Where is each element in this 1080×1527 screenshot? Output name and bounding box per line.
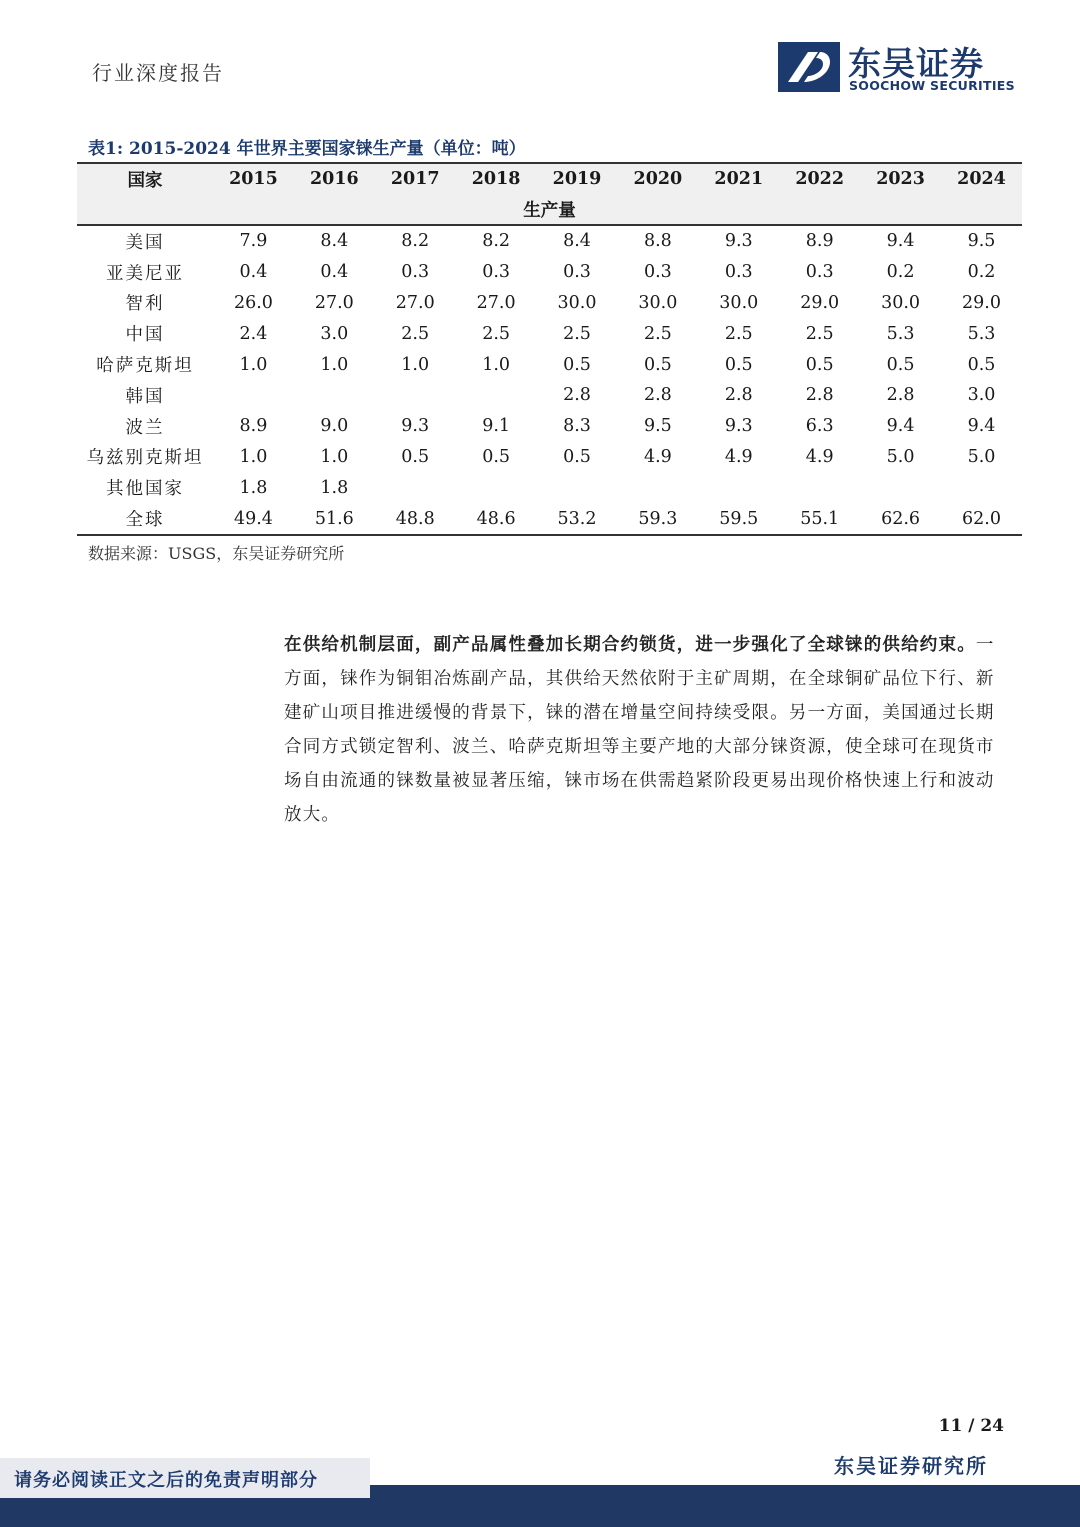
value-cell: 2.8 (805, 385, 834, 406)
value-cell: 9.0 (320, 416, 349, 437)
paragraph-text: 一方面，铼作为铜钼冶炼副产品，其供给天然依附于主矿周期，在全球铜矿品位下行、新建矿山项目推进缓慢的背景下，铼的潜在增量空间持续受限。另一方面，美国通过长期合同方式锁定智利、波兰、哈萨克斯坦等主要产地的大部分铼资源，使全球可在现货市场自由流通的铼数量被显著压缩，铼市场在供需趋紧阶段更易出现价格快速上行和波动放大。 (284, 635, 995, 825)
value-cell: 55.1 (779, 503, 860, 535)
table-unit-row (77, 194, 1022, 225)
country-cell: 美国 (125, 232, 165, 253)
report-type-label: 行业深度报告 (92, 61, 224, 85)
value-cell: 26.0 (233, 292, 273, 313)
value-cell (537, 472, 618, 503)
value-cell: 9.4 (967, 416, 996, 437)
value-cell: 0.5 (482, 446, 511, 467)
table-row (77, 225, 1022, 257)
value-cell: 0.5 (724, 354, 753, 375)
disclaimer-banner (0, 1458, 370, 1498)
value-cell: 1.0 (239, 446, 268, 467)
table-row (77, 442, 1022, 473)
soochow-logo-icon (778, 42, 840, 92)
value-cell: 51.6 (294, 503, 375, 535)
country-cell: 亚美尼亚 (106, 263, 184, 284)
value-cell: 2.8 (563, 385, 591, 406)
value-cell: 8.9 (239, 416, 268, 437)
value-cell: 9.3 (401, 416, 430, 437)
value-cell: 9.3 (724, 416, 753, 437)
value-cell: 0.3 (401, 262, 430, 283)
country-cell: 哈萨克斯坦 (96, 356, 194, 377)
value-cell: 0.3 (805, 262, 834, 283)
value-cell: 0.4 (239, 262, 268, 283)
value-cell: 9.1 (482, 416, 511, 437)
value-cell (456, 472, 537, 503)
value-cell (375, 472, 456, 503)
value-cell: 0.5 (643, 354, 672, 375)
value-cell (375, 380, 456, 411)
value-cell: 30.0 (881, 292, 921, 313)
value-cell: 0.3 (643, 262, 672, 283)
value-cell: 2.8 (643, 385, 672, 406)
value-cell: 9.5 (643, 416, 672, 437)
value-cell: 2.5 (401, 323, 430, 344)
value-cell: 5.3 (886, 323, 915, 344)
value-cell: 0.3 (482, 262, 511, 283)
disclaimer-text: 请务必阅读正文之后的免责声明部分 (14, 1470, 318, 1491)
value-cell: 9.4 (886, 416, 915, 437)
value-cell: 0.5 (967, 354, 996, 375)
value-cell (617, 472, 698, 503)
table-header-row (77, 163, 1022, 194)
value-cell (213, 380, 294, 411)
country-cell: 波兰 (125, 417, 165, 438)
value-cell: 8.2 (401, 231, 430, 252)
value-cell: 2.5 (805, 323, 834, 344)
table-row (77, 503, 1022, 535)
country-column-header: 国家 (77, 163, 213, 194)
logo-chinese-name: 东吴证券 (848, 44, 984, 83)
rhenium-production-table (77, 162, 1022, 536)
value-cell: 2.8 (724, 385, 753, 406)
value-cell (698, 472, 779, 503)
year-header: 2016 (294, 163, 375, 194)
value-cell: 3.0 (320, 323, 349, 344)
value-cell (294, 380, 375, 411)
year-header: 2023 (860, 163, 941, 194)
value-cell: 53.2 (537, 503, 618, 535)
value-cell: 0.5 (401, 446, 430, 467)
value-cell: 29.0 (962, 292, 1001, 313)
footer-institution: 东吴证券研究所 (834, 1454, 988, 1478)
value-cell: 0.4 (320, 262, 349, 283)
table-row (77, 472, 1022, 503)
table-row (77, 349, 1022, 380)
value-cell: 8.4 (563, 231, 591, 252)
value-cell: 1.0 (401, 354, 430, 375)
value-cell: 9.3 (724, 231, 753, 252)
value-cell: 30.0 (719, 292, 759, 313)
value-cell (779, 472, 860, 503)
value-cell: 6.3 (805, 416, 834, 437)
value-cell: 0.5 (563, 446, 591, 467)
logo-english-name: SOOCHOW SECURITIES (849, 78, 1015, 93)
value-cell: 27.0 (395, 292, 435, 313)
value-cell: 5.0 (967, 446, 996, 467)
country-cell: 全球 (77, 503, 213, 535)
value-cell: 8.2 (482, 231, 511, 252)
value-cell: 2.5 (482, 323, 511, 344)
value-cell: 2.4 (239, 323, 268, 344)
year-header: 2020 (617, 163, 698, 194)
value-cell: 27.0 (314, 292, 354, 313)
value-cell: 48.6 (456, 503, 537, 535)
year-header: 2019 (537, 163, 618, 194)
value-cell (456, 380, 537, 411)
value-cell: 0.3 (724, 262, 753, 283)
table-title: 表1: 2015-2024 年世界主要国家铼生产量（单位：吨） (88, 139, 526, 159)
value-cell: 59.3 (617, 503, 698, 535)
year-header: 2021 (698, 163, 779, 194)
company-logo (778, 40, 1015, 96)
table-source: 数据来源：USGS，东吴证券研究所 (88, 544, 345, 563)
year-header: 2018 (456, 163, 537, 194)
value-cell: 1.0 (320, 446, 349, 467)
value-cell: 30.0 (557, 292, 597, 313)
country-cell: 其他国家 (106, 479, 184, 500)
year-header: 2017 (375, 163, 456, 194)
table-row (77, 318, 1022, 349)
paragraph-lead: 在供给机制层面，副产品属性叠加长期合约锁货，进一步强化了全球铼的供给约束。 (284, 635, 976, 655)
body-paragraph (284, 628, 1004, 832)
value-cell: 62.6 (860, 503, 941, 535)
value-cell: 9.4 (886, 231, 915, 252)
value-cell: 0.2 (886, 262, 915, 283)
value-cell: 30.0 (638, 292, 678, 313)
value-cell: 2.5 (724, 323, 753, 344)
value-cell: 2.5 (563, 323, 591, 344)
value-cell: 48.8 (375, 503, 456, 535)
value-cell: 4.9 (805, 446, 834, 467)
table-row (77, 411, 1022, 442)
value-cell: 1.0 (320, 354, 349, 375)
table-row (77, 288, 1022, 319)
value-cell: 4.9 (643, 446, 672, 467)
value-cell: 9.5 (967, 231, 996, 252)
country-cell: 智利 (125, 294, 165, 315)
value-cell: 1.0 (239, 354, 268, 375)
value-cell: 5.0 (886, 446, 915, 467)
table-row (77, 257, 1022, 288)
value-cell: 0.5 (886, 354, 915, 375)
value-cell: 0.2 (967, 262, 996, 283)
value-cell: 8.8 (643, 231, 672, 252)
value-cell: 3.0 (967, 385, 996, 406)
value-cell: 0.3 (563, 262, 591, 283)
page-number: 11 / 24 (938, 1416, 1004, 1436)
value-cell: 62.0 (941, 503, 1022, 535)
value-cell: 7.9 (239, 231, 268, 252)
country-cell: 韩国 (125, 386, 165, 407)
value-cell (941, 472, 1022, 503)
value-cell: 8.3 (563, 416, 591, 437)
value-cell: 2.5 (643, 323, 672, 344)
year-header: 2024 (941, 163, 1022, 194)
value-cell: 4.9 (724, 446, 753, 467)
value-cell: 0.5 (563, 354, 591, 375)
value-cell: 49.4 (213, 503, 294, 535)
value-cell (860, 472, 941, 503)
value-cell: 8.4 (320, 231, 349, 252)
unit-label: 生产量 (77, 194, 1022, 225)
value-cell: 1.0 (482, 354, 511, 375)
value-cell: 1.8 (320, 477, 349, 498)
value-cell: 0.5 (805, 354, 834, 375)
value-cell: 59.5 (698, 503, 779, 535)
table-row (77, 380, 1022, 411)
value-cell: 5.3 (967, 323, 996, 344)
year-header: 2015 (213, 163, 294, 194)
value-cell: 2.8 (886, 385, 915, 406)
value-cell: 1.8 (239, 477, 268, 498)
country-cell: 中国 (125, 325, 165, 346)
year-header: 2022 (779, 163, 860, 194)
value-cell: 27.0 (476, 292, 516, 313)
value-cell: 29.0 (800, 292, 840, 313)
country-cell: 乌兹别克斯坦 (86, 448, 204, 469)
value-cell: 8.9 (805, 231, 834, 252)
